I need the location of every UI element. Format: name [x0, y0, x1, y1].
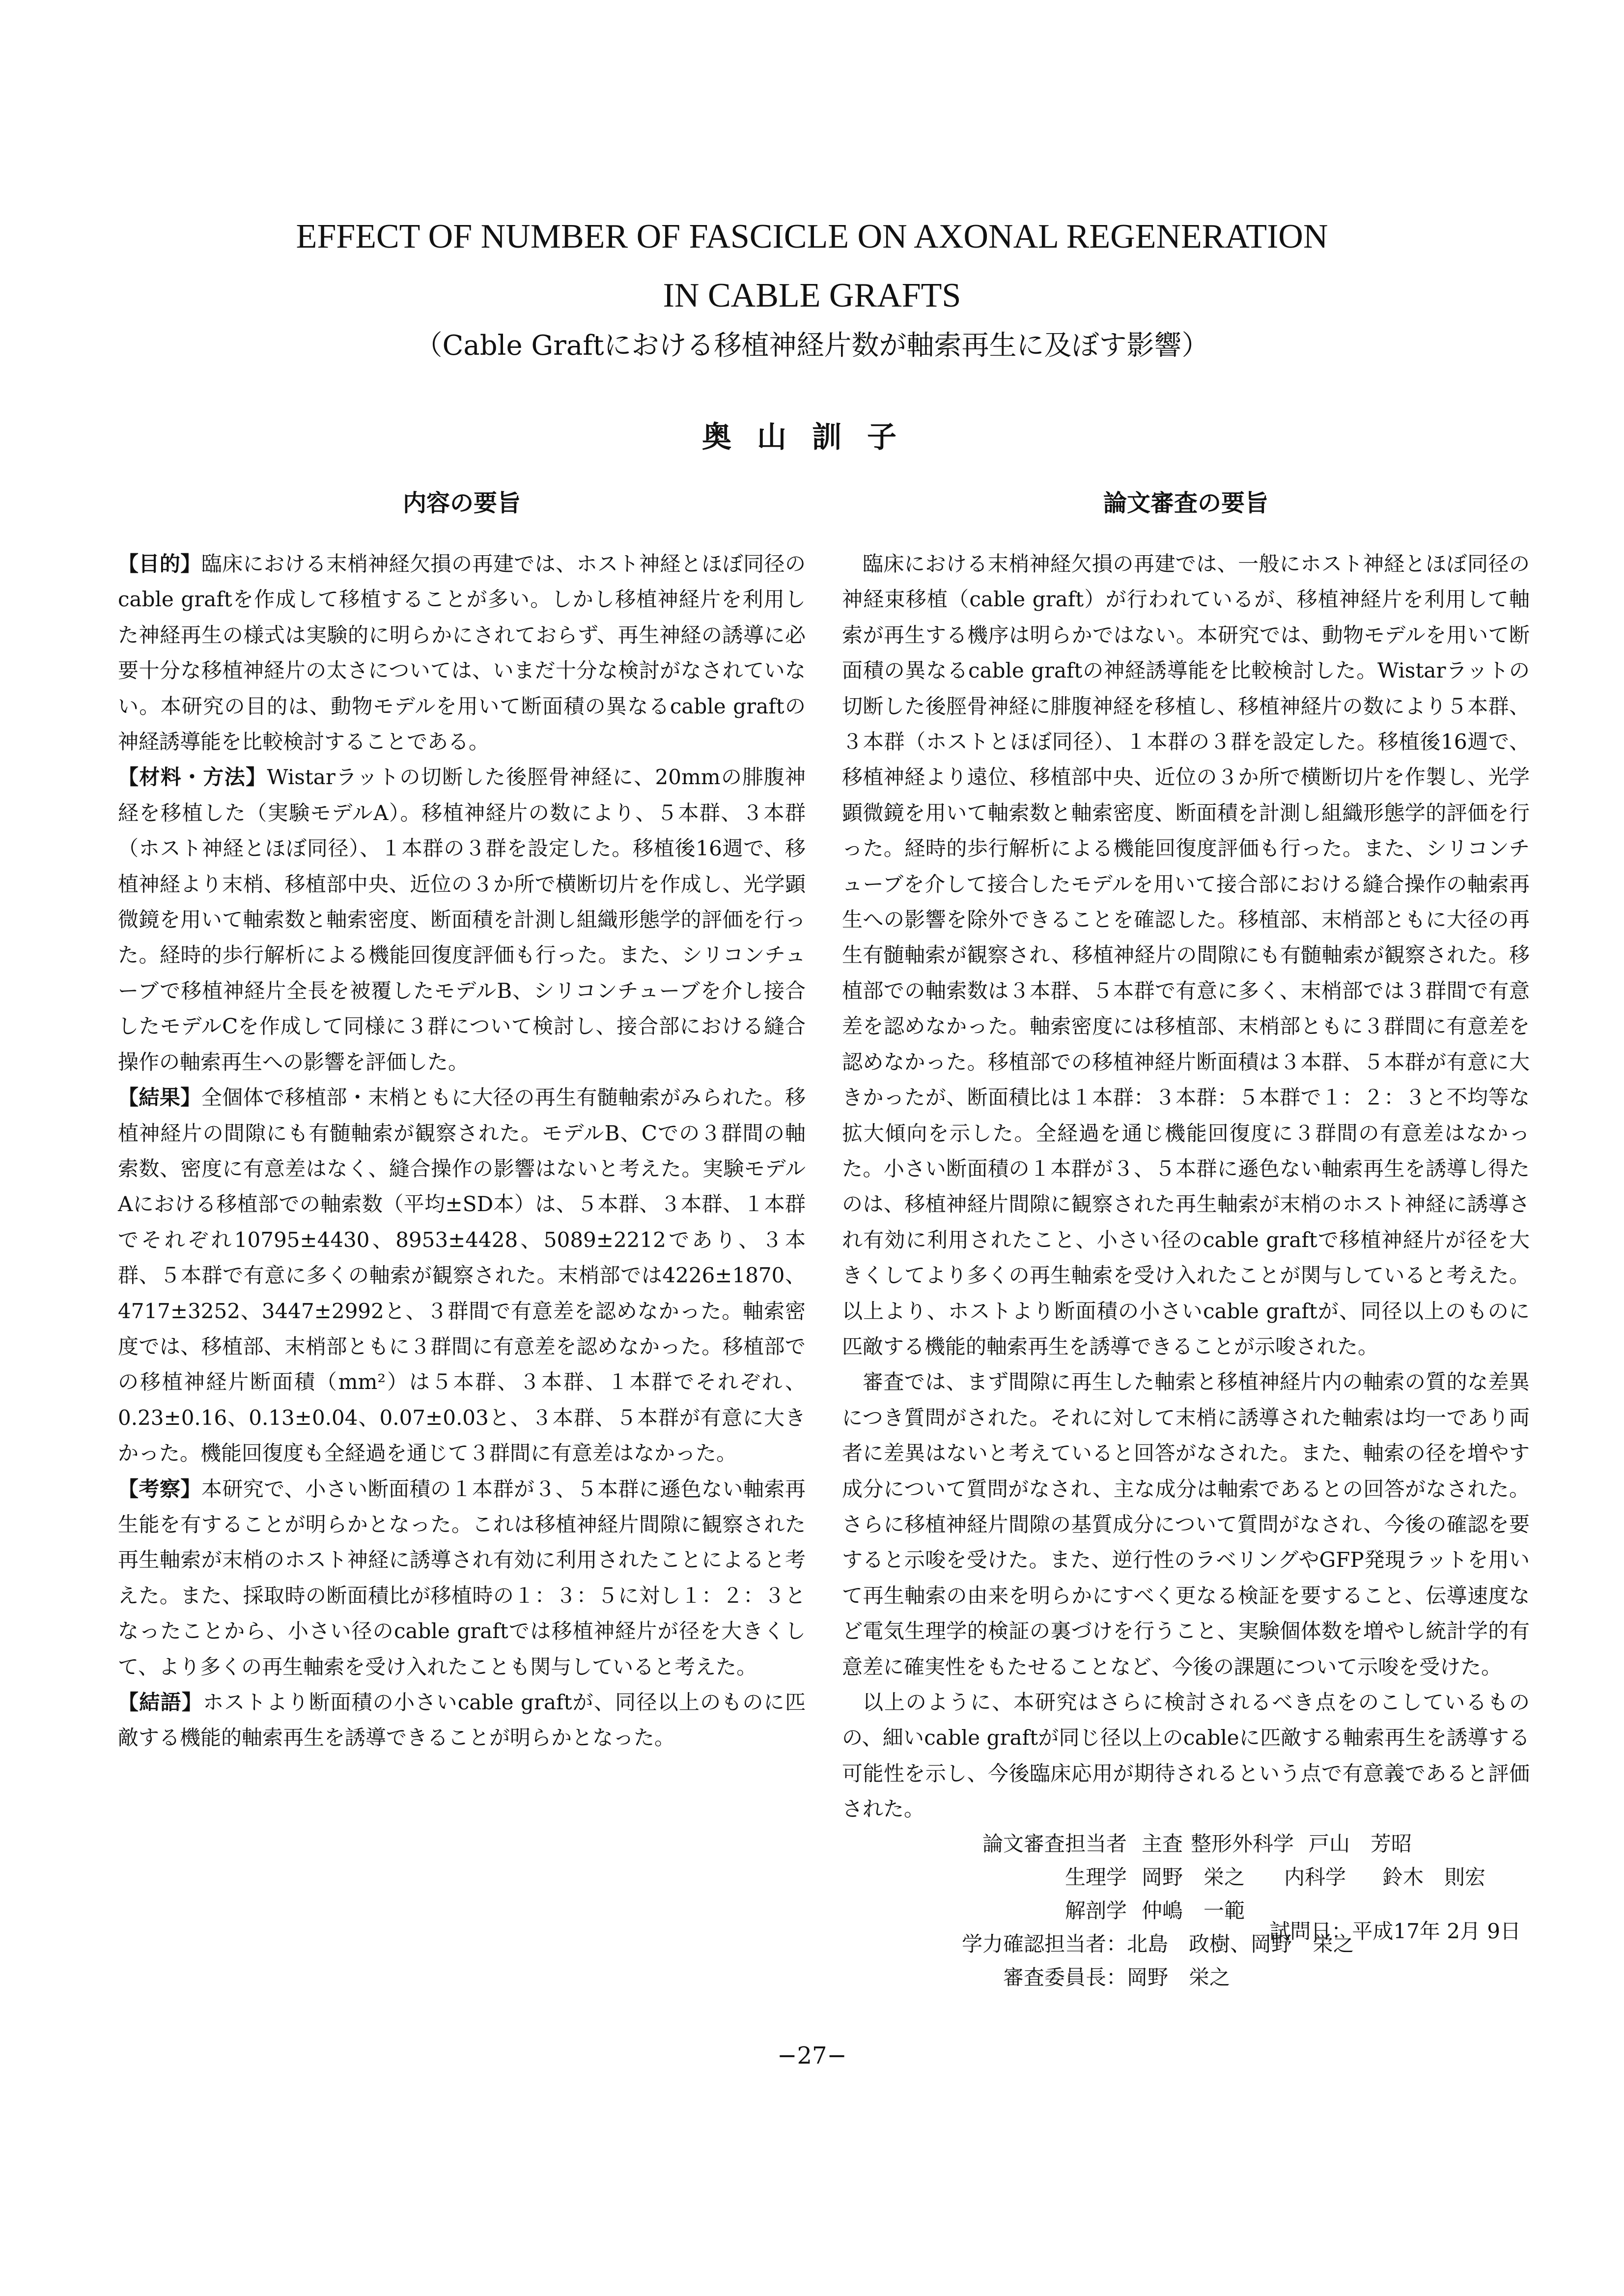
abstract-section-results: [118, 1080, 806, 1471]
reviewer-list: [842, 1827, 1530, 1994]
review-paragraph: 臨床における末梢神経欠損の再建では、一般にホスト神経とほぼ同径の神経束移植（cable graft）が行われているが、移植神経片を利用して軸索が再生する機序は明らかではない。本研究では、動物モデルを用いて断面積の異なるcable graftの神経誘導能を比較検討した。Wistarラットの切断した後脛骨神経に腓腹神経を移植し、移植神経片の数により５本群、３本群（ホストとほぼ同径）、１本群の３群を設定した。移植後16週で、移植神経より遠位、移植部中央、近位の３か所で横断切片を作製し、光学顕微鏡を用いて軸索数と軸索密度、断面積を計測し組織形態学的評価を行った。経時的歩行解析による機能回復度評価も行った。また、シリコンチューブを介して接合したモデルを用いて接合部における縫合操作の軸索再生への影響を除外できることを確認した。移植部、末梢部ともに大径の再生有髄軸索が観察され、移植神経片の間隙にも有髄軸索が観察された。移植部での軸索数は３本群、５本群で有意に多く、末梢部では３群間で有意差を認めなかった。軸索密度には移植部、末梢部ともに３群間に有意差を認めなかった。移植部での移植神経片断面積は３本群、５本群が有意に大きかったが、断面積比は１本群：３本群：５本群で１：２：３と不均等な拡大傾向を示した。全経過を通じ機能回復度に３群間の有意差はなかった。小さい断面積の１本群が３、５本群に遜色ない軸索再生を誘導し得たのは、移植神経片間隙に観察された再生軸索が末梢のホスト神経に誘導され有効に利用されたこと、小さい径のcable graftで移植神経片が径を大きくしてより多くの再生軸索を受け入れたことが関与していると考えた。以上より、ホストより断面積の小さいcable graftが、同径以上のものに匹敵する機能的軸索再生を誘導できることが示唆された。: [842, 552, 1530, 1359]
review-column: [842, 546, 1530, 1994]
section-label: 【材料・方法】: [118, 765, 267, 790]
reviewer-dept: 生理学: [1064, 1865, 1127, 1889]
reviewer-position: 主査: [1142, 1831, 1183, 1856]
reviewer-dept: 解剖学: [1064, 1898, 1127, 1923]
review-paragraph: 審査では、まず間隙に再生した軸索と移植神経片内の軸索の質的な差異につき質問がされた。それに対して末梢に誘導された軸索は均一であり両者に差異はないと考えていると回答がなされた。また、軸索の径を増やす成分について質問がなされ、主な成分は軸索であるとの回答がなされた。さらに移植神経片間隙の基質成分について質問がなされ、今後の確認を要すると示唆を受けた。また、逆行性のラベリングやGFP発現ラットを用いて再生軸索の由来を明らかにすべく更なる検証を要すること、伝導速度など電気生理学的検証の裏づけを行うこと、実験個体数を増やし統計学的有意差に確実性をもたせることなど、今後の課題について示唆を受けた。: [842, 1370, 1530, 1679]
reviewer-name: 岡野 栄之: [1142, 1865, 1245, 1889]
reviewer-row: [842, 1961, 1530, 1994]
confirmer-role: 学力確認担当者：: [961, 1931, 1127, 1956]
section-label: 【目的】: [118, 552, 201, 576]
subtitle: （Cable Graftにおける移植神経片数が軸索再生に及ぼす影響）: [415, 330, 1209, 362]
section-text: Wistarラットの切断した後脛骨神経に、20mmの腓腹神経を移植した（実験モデルA）。移植神経片の数により、５本群、３本群（ホスト神経とほぼ同径）、１本群の３群を設定した。移植後16週で、移植神経より末梢、移植部中央、近位の３か所で横断切片を作成し、光学顕微鏡を用いて軸索数と軸索密度、断面積を計測し組織形態学的評価を行った。経時的歩行解析による機能回復度評価も行った。また、シリコンチューブで移植神経片全長を被覆したモデルB、シリコンチューブを介し接合したモデルCを作成して同様に３群について検討し、接合部における縫合操作の軸索再生への影響を評価した。: [118, 765, 806, 1074]
section-text: 本研究で、小さい断面積の１本群が３、５本群に遜色ない軸索再生能を有することが明らかとなった。これは移植神経片間隙に観察された再生軸索が末梢のホスト神経に誘導され有効に利用されたことによると考えた。また、採取時の断面積比が移植時の１：３：５に対し１：２：３となったことから、小さい径のcable graftでは移植神経片が径を大きくして、より多くの再生軸索を受け入れたことも関与していると考えた。: [118, 1476, 806, 1679]
chair-role: 審査委員長：: [1003, 1965, 1127, 1989]
abstract-section-purpose: [118, 546, 806, 760]
title-line-2: IN CABLE GRAFTS: [663, 277, 961, 314]
abstract-section-discussion: [118, 1472, 806, 1685]
reviewer-dept: 整形外科学: [1191, 1831, 1294, 1856]
title-line-1: EFFECT OF NUMBER OF FASCICLE ON AXONAL REGENERATION: [296, 218, 1328, 255]
reviewer-name: 鈴木 則宏: [1382, 1865, 1486, 1889]
confirmer-names: 北島 政樹、岡野 栄之: [1127, 1931, 1354, 1956]
page-number: −27−: [777, 2042, 847, 2069]
reviewer-role: 論文審査担当者: [982, 1831, 1127, 1856]
abstract-column: [118, 546, 806, 1756]
reviewer-name: 戸山 芳昭: [1309, 1831, 1412, 1856]
reviewer-row: [842, 1861, 1530, 1894]
abstract-section-methods: [118, 760, 806, 1080]
section-text: 臨床における末梢神経欠損の再建では、ホスト神経とほぼ同径のcable graftを作成して移植することが多い。しかし移植神経片を利用した神経再生の様式は実験的に明らかにされておらず、再生神経の誘導に必要十分な移植神経片の太さについては、いまだ十分な検討がなされていない。本研究の目的は、動物モデルを用いて断面積の異なるcable graftの神経誘導能を比較検討することである。: [118, 552, 806, 754]
reviewer-row: [842, 1827, 1530, 1861]
left-column-heading: 内容の要旨: [402, 489, 521, 517]
abstract-section-conclusion: [118, 1685, 806, 1756]
section-text: 全個体で移植部・末梢ともに大径の再生有髄軸索がみられた。移植神経片の間隙にも有髄軸索が観察された。モデルB、Cでの３群間の軸索数、密度に有意差はなく、縫合操作の影響はないと考えた。実験モデルAにおける移植部での軸索数（平均±SD本）は、５本群、３本群、１本群でそれぞれ10795±4430、8953±4428、5089±2212であり、３本群、５本群で有意に多くの軸索が観察された。末梢部では4226±1870、4717±3252、3447±2992と、３群間で有意差を認めなかった。軸索密度では、移植部、末梢部ともに３群間に有意差を認めなかった。移植部での移植神経片断面積（mm²）は５本群、３本群、１本群でそれぞれ、0.23±0.16、0.13±0.04、0.07±0.03と、３本群、５本群が有意に大きかった。機能回復度も全経過を通じて３群間に有意差はなかった。: [118, 1085, 806, 1466]
exam-date: 試問日：平成17年 2月 9日: [1269, 1919, 1521, 1943]
section-label: 【結語】: [118, 1690, 203, 1714]
review-paragraph: 以上のように、本研究はさらに検討されるべき点をのこしているものの、細いcable graftが同じ径以上のcableに匹敵する軸索再生を誘導する可能性を示し、今後臨床応用が期待されるという点で有意義であると評価された。: [842, 1690, 1530, 1821]
reviewer-name: 仲嶋 一範: [1142, 1898, 1245, 1923]
section-text: ホストより断面積の小さいcable graftが、同径以上のものに匹敵する機能的軸索再生を誘導できることが明らかとなった。: [118, 1690, 806, 1750]
chair-name: 岡野 栄之: [1127, 1965, 1231, 1989]
reviewer-dept: 内科学: [1284, 1865, 1346, 1889]
right-column-heading: 論文審査の要旨: [1103, 489, 1268, 517]
section-label: 【考察】: [118, 1476, 201, 1501]
author-name: 奥山訓子: [702, 420, 922, 454]
section-label: 【結果】: [118, 1085, 201, 1110]
